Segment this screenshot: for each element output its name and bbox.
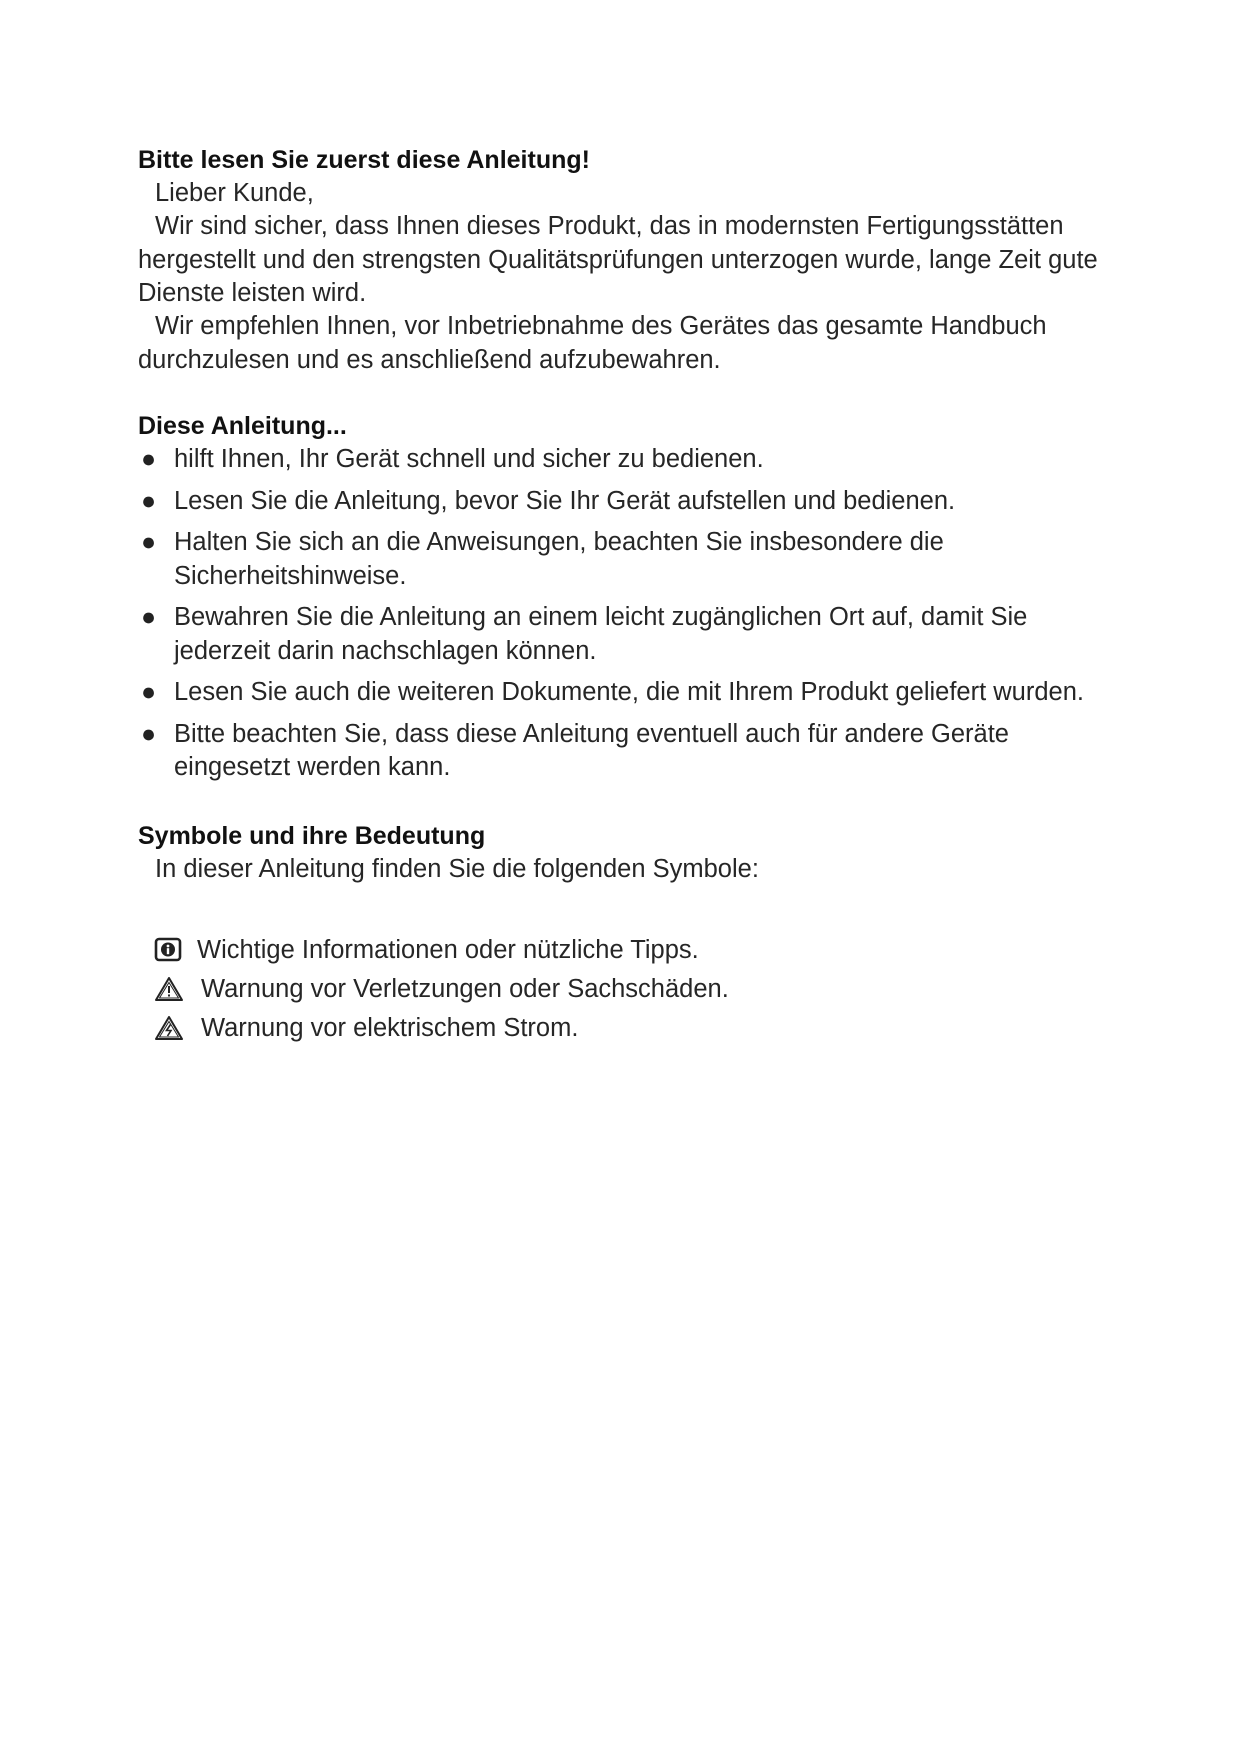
list-item: ● Bewahren Sie die Anleitung an einem leicht zugänglichen Ort auf, damit Sie jederzeit darin nachschlagen können.: [141, 603, 1028, 665]
bullet-icon: ●: [141, 719, 157, 748]
bullet-icon: ●: [141, 603, 157, 631]
list-item: ● Lesen Sie auch die weiteren Dokumente, die mit Ihrem Produkt geliefert wurden.: [138, 676, 1194, 710]
symbol-label-electric: Warnung vor elektrischem Strom.: [201, 1014, 579, 1042]
manual-section-title: Diese Anleitung...: [138, 412, 347, 440]
symbols-intro-text: In dieser Anleitung finden Sie die folgenden Symbole:: [155, 855, 759, 883]
symbol-label-warning: Warnung vor Verletzungen oder Sachschäden.: [201, 975, 729, 1003]
intro-title: Bitte lesen Sie zuerst diese Anleitung!: [138, 146, 590, 174]
bullet-icon: ●: [141, 486, 157, 515]
intro-paragraph-1: [138, 210, 1138, 311]
symbol-list: [154, 932, 1054, 1049]
list-item: ● Bitte beachten Sie, dass diese Anleitung eventuell auch für andere Geräte eingesetzt werden kann.: [141, 719, 1009, 781]
list-item: ● Lesen Sie die Anleitung, bevor Sie Ihr Gerät aufstellen und bedienen.: [138, 485, 1148, 519]
symbol-row-warning: [154, 971, 1054, 1007]
info-icon: [154, 937, 182, 963]
electric-warning-icon: [154, 1015, 184, 1041]
symbol-label-info: Wichtige Informationen oder nützliche Tipps.: [197, 936, 699, 964]
bullet-icon: ●: [141, 445, 157, 473]
bullet-icon: ●: [141, 528, 157, 556]
paragraph-2-text: Wir empfehlen Ihnen, vor Inbetriebnahme des Gerätes das gesamte Handbuch durchzulesen und es anschließend aufzubewahren.: [138, 312, 1047, 374]
greeting-text: Lieber Kunde,: [155, 179, 314, 207]
symbol-row-info: [154, 932, 1054, 968]
paragraph-1-text: Wir sind sicher, dass Ihnen dieses Produkt, das in modernsten Fertigungsstätten hergestellt und den strengsten Qualitätsprüfungen unterzogen wurde, lange Zeit gute Dienste leisten wird.: [138, 212, 1098, 307]
warning-icon: [154, 976, 184, 1002]
symbol-row-electric-warning: [154, 1010, 1054, 1046]
bullet-icon: ●: [141, 678, 157, 706]
list-item: ● Halten Sie sich an die Anweisungen, beachten Sie insbesondere die Sicherheitshinweise.: [141, 528, 944, 590]
symbols-intro: [138, 853, 1138, 887]
symbols-section-title: Symbole und ihre Bedeutung: [138, 822, 486, 850]
intro-paragraph-2: [138, 310, 1138, 377]
intro-greeting: [138, 177, 1138, 211]
manual-bullet-list: [138, 443, 1148, 793]
list-item: ● hilft Ihnen, Ihr Gerät schnell und sicher zu bedienen.: [138, 443, 1148, 477]
